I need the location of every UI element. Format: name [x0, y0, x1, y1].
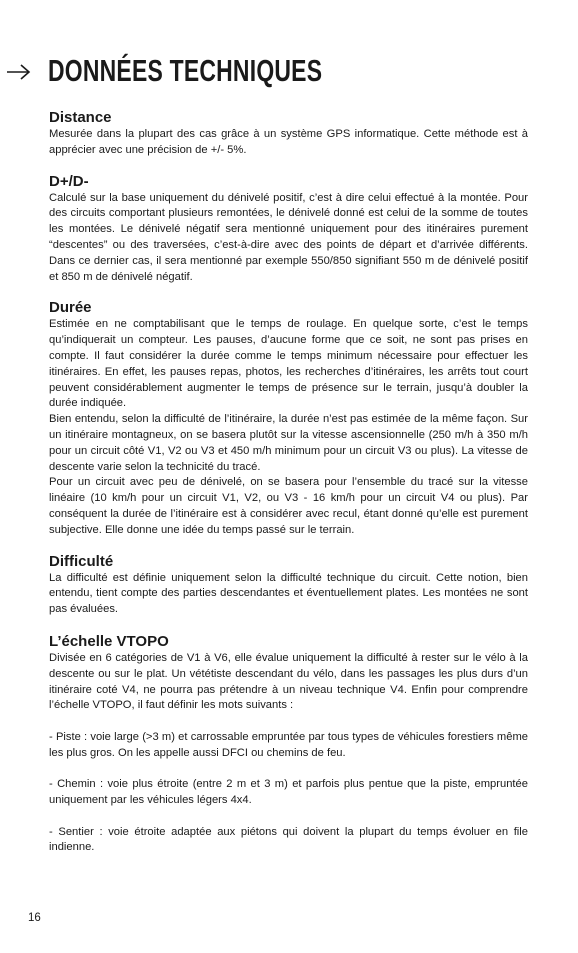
definition-sentier: - Sentier : voie étroite adaptée aux piétons qui doivent la plupart du temps évoluer en file indienne. — [49, 825, 528, 854]
arrow-right-icon — [6, 62, 32, 82]
definition-chemin: - Chemin : voie plus étroite (entre 2 m et 3 m) et parfois plus pentue que la piste, empruntée uniquement par les véhicules légers 4x4. — [49, 778, 528, 807]
section-paragraph: Calculé sur la base uniquement du dénivelé positif, c’est à dire celui effectué à la montée. Pour des circuits comportant plusieurs remontées, le dénivelé donné est celui de la somme de toutes les montées. Le dénivelé négatif sera mentionné uniquement pour des itinéraires purement “descentes” ou des traversées, c’est-à-dire avec des points de départ et d’arrivée différents. Dans ce dernier cas, il sera mentionné par exemple 550/850 signifiant 550 m de dénivelé positif et 850 m de dénivelé négatif. — [49, 191, 528, 283]
section-paragraph: Estimée en ne comptabilisant que le temps de roulage. En quelque sorte, c’est le temps qu’indiquerait un compteur. Les pauses, d’aucune forme que ce soit, ne sont pas prises en compte. Il faut considérer la durée comme le temps minimum nécessaire pour effectuer les itinéraires. En effet, les pauses repas, photos, les recherches d’itinéraires, les arrêts tout court peuvent considérablement augmenter le temps de présence sur le terrain, jusqu’à doubler la durée indiquée. — [49, 318, 528, 410]
content — [49, 109, 528, 856]
section-heading: D+/D- — [49, 172, 89, 190]
section-heading: Difficulté — [49, 552, 114, 570]
section-echelle-vtopo — [49, 633, 528, 856]
page-number: 16 — [28, 912, 41, 924]
section-heading: Durée — [49, 299, 92, 317]
section-heading: L’échelle VTOPO — [49, 632, 169, 650]
section-heading: Distance — [49, 109, 112, 126]
section-paragraph: La difficulté est définie uniquement selon la difficulté technique du circuit. Cette notion, bien entendu, tient compte des parties descendantes et éventuellement plates. Les montées ne sont pas évaluées. — [49, 571, 528, 616]
section-distance — [49, 109, 528, 159]
section-paragraph: Pour un circuit avec peu de dénivelé, on se basera pour l’ensemble du tracé sur la vitesse linéaire (10 km/h pour un circuit V1, V2, ou V3 - 16 km/h pour un circuit V4 ou plus). Par conséquent la durée de l’itinéraire est à considérer avec recul, étant donné qu’elle est purement subjective. Elle donne une idée du temps passé sur le terrain. — [49, 476, 528, 536]
page-title: DONNÉES TECHNIQUES — [48, 53, 323, 88]
section-paragraph: Mesurée dans la plupart des cas grâce à un système GPS informatique. Cette méthode est à apprécier avec une précision de +/- 5%. — [49, 128, 528, 156]
section-difficulte — [49, 553, 528, 618]
section-paragraph: Divisée en 6 catégories de V1 à V6, elle évalue uniquement la difficulté à rester sur le vélo à la descente ou sur le plat. Un vététiste descendant du vélo, dans les passages les plus durs d’un itinéraire coté V4, ne pourra pas prétendre à un niveau technique V4. Enfin pour comprendre l’échelle VTOPO, il faut définir les mots suivants : — [49, 651, 528, 712]
section-paragraph: Bien entendu, selon la difficulté de l’itinéraire, la durée n’est pas estimée de la même façon. Sur un itinéraire montagneux, on se basera plutôt sur la vitesse ascensionnelle (250 m/h à 350 m/h pour un circuit côté V1, V2 ou V3 et 450 m/h minimum pour un circuit V3 ou plus). La vitesse de descente varie selon la technicité du tracé. — [49, 413, 528, 473]
definition-piste: - Piste : voie large (>3 m) et carrossable empruntée par tous types de véhicules forestiers même les plus gros. On les appelle aussi DFCI ou chemins de feu. — [49, 730, 528, 759]
section-duree — [49, 299, 528, 538]
section-denivele — [49, 173, 528, 286]
